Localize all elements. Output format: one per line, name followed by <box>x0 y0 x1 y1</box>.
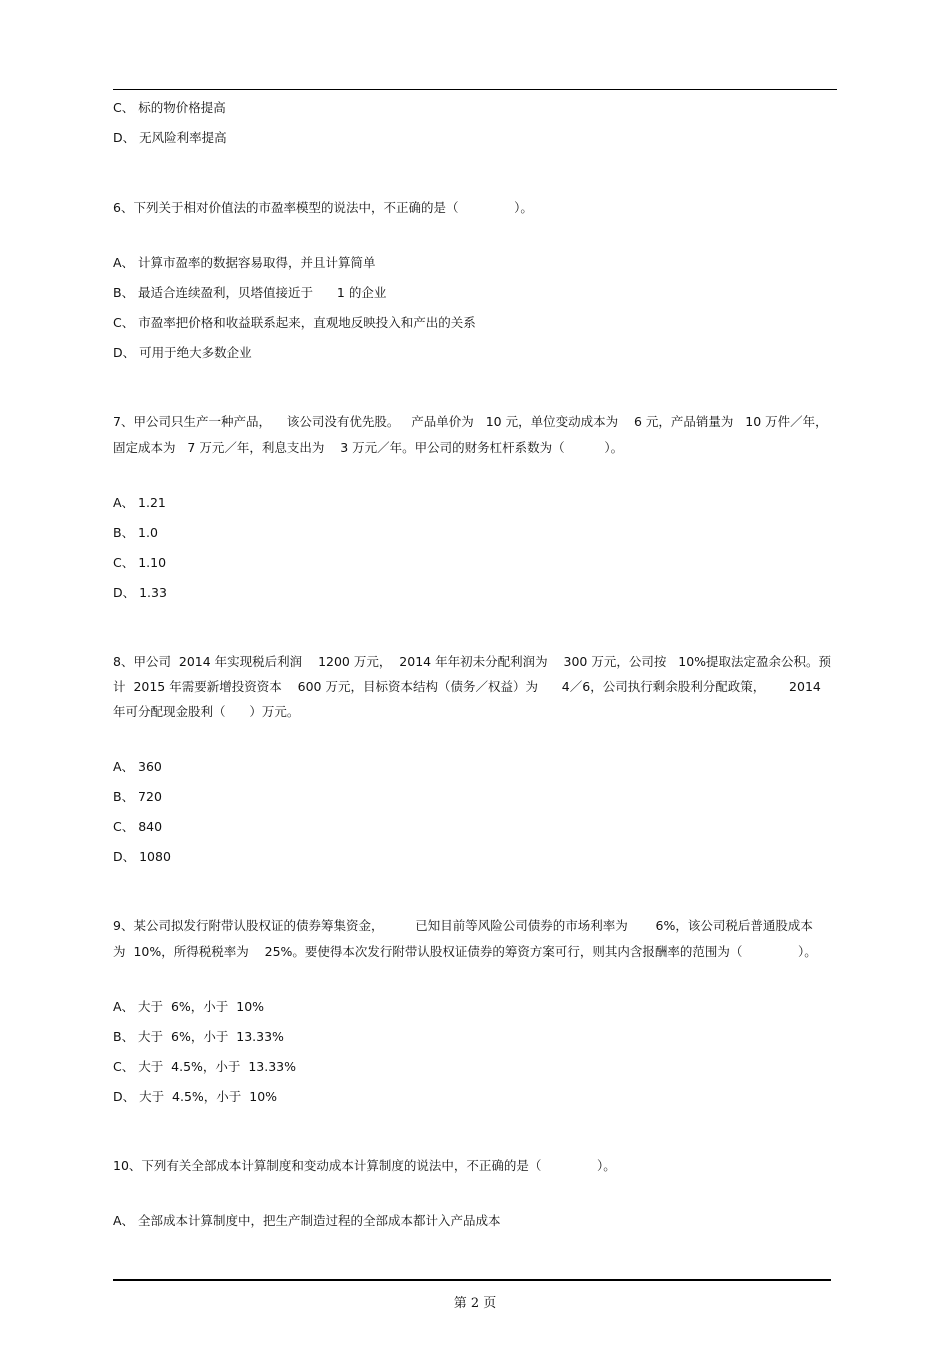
text-line: A、 全部成本计算制度中，把生产制造过程的全部成本都计入产品成本 <box>113 1213 501 1228</box>
text-line: C、 标的物价格提高 <box>113 100 226 115</box>
text-line: 7、甲公司只生产一种产品， 该公司没有优先股。 产品单价为 10 元，单位变动成本为 6 元，产品销量为 10 万件／年， <box>113 414 828 429</box>
text-line: C、 大于 4.5%，小于 13.33% <box>113 1059 297 1074</box>
text-line: 为 10%，所得税税率为 25%。要使得本次发行附带认股权证债券的筹资方案可行，则其内含报酬率的范围为（ ）。 <box>113 944 817 959</box>
text-line: B、 大于 6%，小于 13.33% <box>113 1029 284 1044</box>
text-line: A、 1.21 <box>113 495 166 510</box>
text-line: B、 最适合连续盈利，贝塔值接近于 1 的企业 <box>113 285 387 300</box>
text-line: C、 840 <box>113 819 163 834</box>
text-line: B、 720 <box>113 789 162 804</box>
text-line: 年可分配现金股利（ ）万元。 <box>113 704 300 719</box>
text-line: D、 大于 4.5%，小于 10% <box>113 1089 278 1104</box>
text-line: D、 无风险利率提高 <box>113 130 227 145</box>
text-line: 8、甲公司 2014 年实现税后利润 1200 万元， 2014 年年初未分配利润为 300 万元，公司按 10%提取法定盈余公积。预 <box>113 654 832 669</box>
text-line: 9、某公司拟发行附带认股权证的债券筹集资金， 已知目前等风险公司债券的市场利率为 6%，该公司税后普通股成本 <box>113 918 813 933</box>
text-line: 固定成本为 7 万元／年，利息支出为 3 万元／年。甲公司的财务杠杆系数为（ ）。 <box>113 440 624 455</box>
text-line: A、 计算市盈率的数据容易取得，并且计算简单 <box>113 255 376 270</box>
text-line: A、 360 <box>113 759 162 774</box>
header-rule <box>113 89 837 90</box>
text-line: 10、下列有关全部成本计算制度和变动成本计算制度的说法中，不正确的是（ ）。 <box>113 1158 616 1173</box>
text-line: 计 2015 年需要新增投资资本 600 万元，目标资本结构（债务／权益）为 4／6，公司执行剩余股利分配政策， 2014 <box>113 679 821 694</box>
text-line: A、 大于 6%，小于 10% <box>113 999 265 1014</box>
text-line: C、 1.10 <box>113 555 167 570</box>
footer-rule <box>113 1279 831 1281</box>
text-line: 6、下列关于相对价值法的市盈率模型的说法中，不正确的是（ ）。 <box>113 200 533 215</box>
page-number: 第 2 页 <box>453 1296 497 1311</box>
text-line: C、 市盈率把价格和收益联系起来，直观地反映投入和产出的关系 <box>113 315 476 330</box>
text-line: D、 1.33 <box>113 585 167 600</box>
text-line: D、 可用于绝大多数企业 <box>113 345 252 360</box>
text-line: D、 1080 <box>113 849 171 864</box>
text-line: B、 1.0 <box>113 525 158 540</box>
